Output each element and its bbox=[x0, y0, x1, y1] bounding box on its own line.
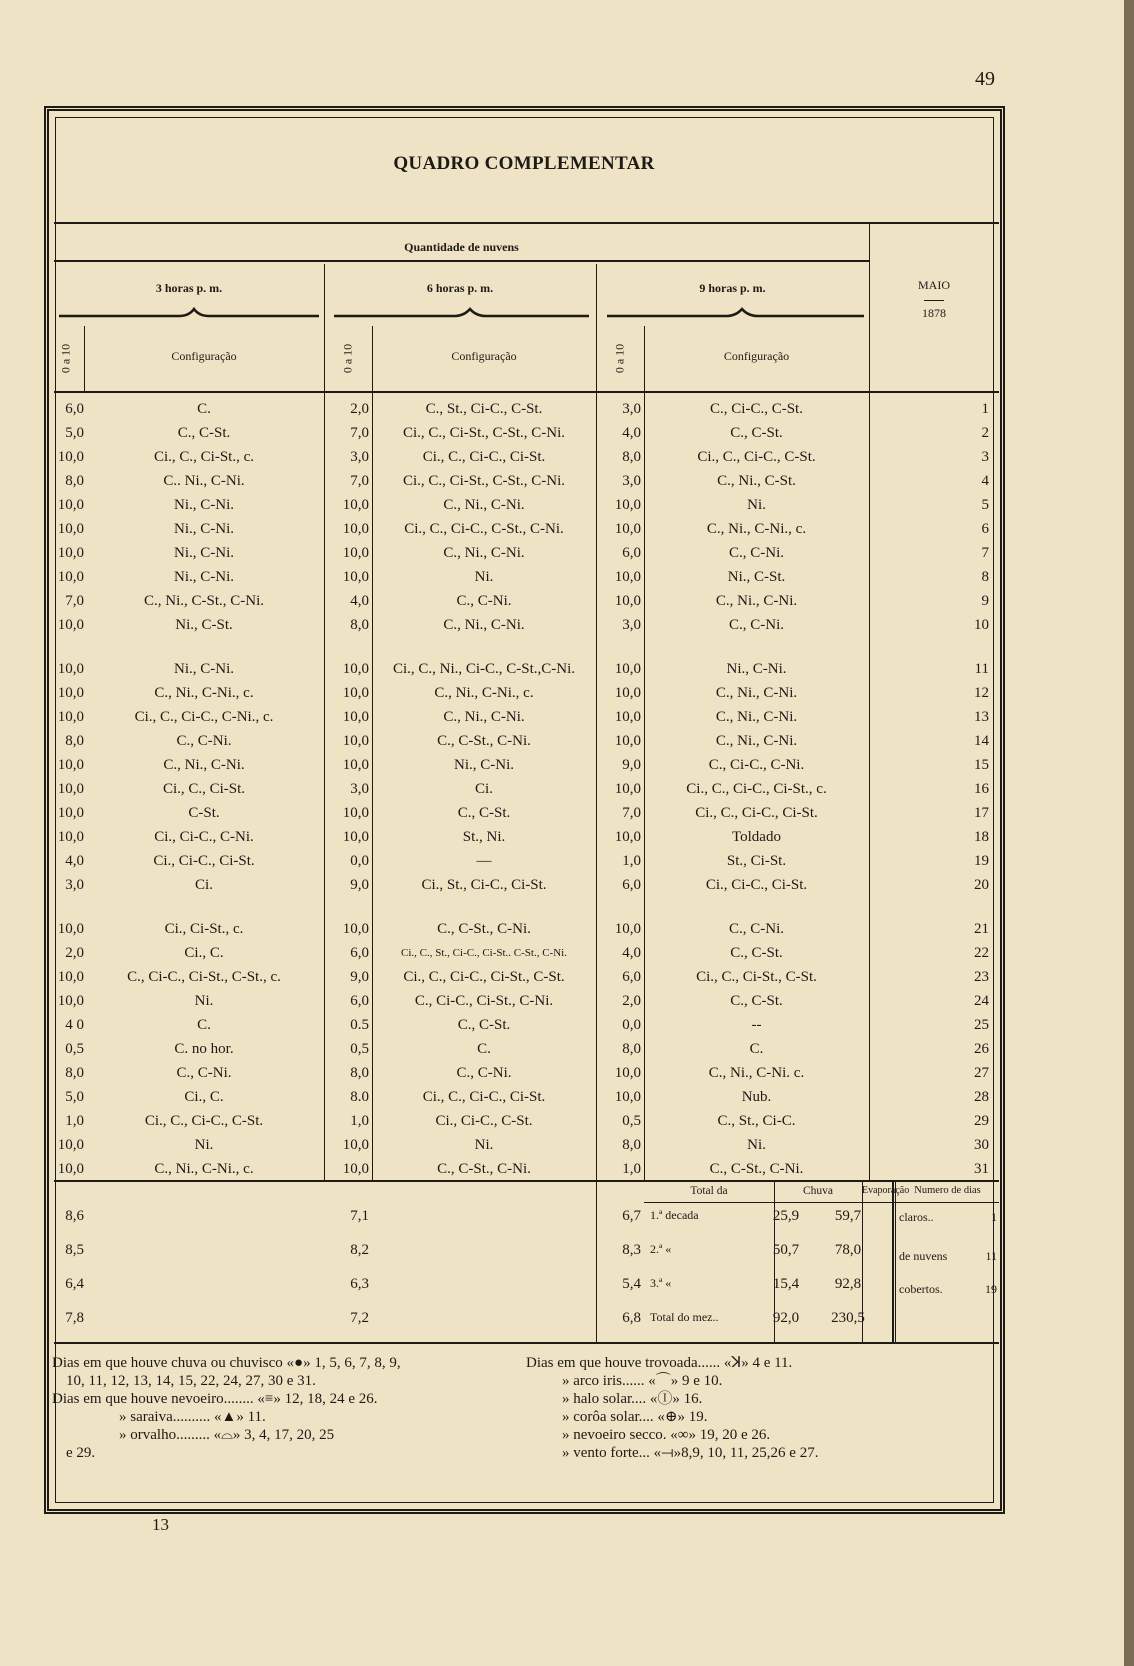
cell-v2-row-10: 8,0 bbox=[350, 617, 369, 633]
cell-d-row-13: 13 bbox=[974, 709, 989, 725]
cell-c2-row-21: C., C-St., C-Ni. bbox=[437, 921, 531, 937]
summary-c-4: 6,8 bbox=[622, 1310, 641, 1326]
cell-d-row-30: 30 bbox=[974, 1137, 989, 1153]
cell-v2-row-22: 6,0 bbox=[350, 945, 369, 961]
cell-c2-row-29: Ci., Ci-C., C-St. bbox=[435, 1113, 533, 1129]
cell-v3-row-16: 10,0 bbox=[614, 781, 641, 797]
cell-c1-row-24: Ni. bbox=[194, 993, 214, 1009]
cell-d-row-12: 12 bbox=[974, 685, 989, 701]
cell-d-row-9: 9 bbox=[981, 593, 989, 609]
cell-v2-row-17: 10,0 bbox=[342, 805, 369, 821]
note-left-5: » orvalho......... «⌓» 3, 4, 17, 20, 25 bbox=[119, 1427, 335, 1443]
cell-v2-row-1: 2,0 bbox=[350, 401, 369, 417]
cell-c2-row-13: C., Ni., C-Ni. bbox=[443, 709, 525, 725]
cell-v1-row-19: 4,0 bbox=[65, 853, 84, 869]
cell-d-row-27: 27 bbox=[974, 1065, 989, 1081]
cell-c1-row-16: Ci., C., Ci-St. bbox=[162, 781, 246, 797]
data-bottom-rule bbox=[54, 1180, 999, 1182]
cell-c2-row-6: Ci., C., Ci-C., C-St., C-Ni. bbox=[404, 521, 564, 537]
cell-v1-row-14: 8,0 bbox=[65, 733, 84, 749]
cell-c2-row-19: — bbox=[476, 853, 492, 869]
summary-evap-2: 78,0 bbox=[834, 1242, 862, 1258]
cell-v1-row-5: 10,0 bbox=[57, 497, 84, 513]
cell-v3-row-19: 1,0 bbox=[622, 853, 641, 869]
cell-v2-row-18: 10,0 bbox=[342, 829, 369, 845]
cell-v1-row-16: 10,0 bbox=[57, 781, 84, 797]
note-right-4: » corôa solar.... «⊕» 19. bbox=[562, 1409, 708, 1425]
cell-d-row-8: 8 bbox=[981, 569, 989, 585]
cell-c3-row-7: C., C-Ni. bbox=[728, 545, 784, 561]
cell-c3-row-14: C., Ni., C-Ni. bbox=[715, 733, 798, 749]
note-right-2: » arco iris...... «⌒» 9 e 10. bbox=[562, 1373, 723, 1389]
cell-v1-row-28: 5,0 bbox=[65, 1089, 84, 1105]
cell-c3-row-4: C., Ni., C-St. bbox=[717, 473, 796, 489]
summary-a-2: 8,5 bbox=[65, 1242, 84, 1258]
note-left-4: » saraiva.......... «▲» 11. bbox=[119, 1409, 266, 1425]
cell-v1-row-20: 3,0 bbox=[65, 877, 84, 893]
cell-c3-row-24: C., C-St. bbox=[730, 993, 783, 1009]
cell-d-row-4: 4 bbox=[981, 473, 989, 489]
summary-a-3: 6,4 bbox=[65, 1276, 84, 1292]
cell-v2-row-20: 9,0 bbox=[350, 877, 369, 893]
scale-label-2: 0 a 10 bbox=[340, 343, 355, 374]
summary-label-3: 3.ª « bbox=[650, 1276, 672, 1290]
sum-header-rule bbox=[644, 1202, 999, 1203]
period-label-1: 3 horas p. m. bbox=[155, 281, 223, 295]
cell-c3-row-18: Toldado bbox=[732, 829, 781, 845]
cell-c1-row-2: C., C-St. bbox=[177, 425, 231, 441]
page-edge bbox=[1124, 0, 1134, 1666]
note-left-6: e 29. bbox=[66, 1445, 96, 1461]
cell-d-row-3: 3 bbox=[981, 449, 989, 465]
summary-a-1: 8,6 bbox=[65, 1208, 84, 1224]
config-label-3: Configuração bbox=[723, 349, 790, 363]
cell-v3-row-14: 10,0 bbox=[614, 733, 641, 749]
cell-v3-row-28: 10,0 bbox=[614, 1089, 641, 1105]
cell-d-row-10: 10 bbox=[974, 617, 989, 633]
cell-v1-row-31: 10,0 bbox=[57, 1161, 84, 1177]
cell-d-row-21: 21 bbox=[974, 921, 989, 937]
cell-c1-row-29: Ci., C., Ci-C., C-St. bbox=[144, 1113, 264, 1129]
cell-v1-row-26: 0,5 bbox=[65, 1041, 84, 1057]
cell-c3-row-22: C., C-St. bbox=[730, 945, 783, 961]
cell-c3-row-17: Ci., C., Ci-C., Ci-St. bbox=[695, 805, 818, 821]
cell-c1-row-30: Ni. bbox=[194, 1137, 214, 1153]
summary-evap-4: 230,5 bbox=[831, 1310, 865, 1326]
cell-c1-row-15: C., Ni., C-Ni. bbox=[163, 757, 245, 773]
cell-v2-row-12: 10,0 bbox=[342, 685, 369, 701]
cell-d-row-17: 17 bbox=[974, 805, 989, 821]
cell-v1-row-1: 6,0 bbox=[65, 401, 84, 417]
cell-d-row-29: 29 bbox=[974, 1113, 989, 1129]
cell-c2-row-11: Ci., C., Ni., Ci-C., C-St.,C-Ni. bbox=[392, 661, 576, 677]
summary-label-2: 2.ª « bbox=[650, 1242, 672, 1256]
cell-d-row-11: 11 bbox=[974, 661, 989, 677]
cell-v1-row-3: 10,0 bbox=[57, 449, 84, 465]
cell-d-row-25: 25 bbox=[974, 1017, 989, 1033]
sum-header-days: Numero de dias bbox=[914, 1185, 981, 1196]
cell-v3-row-8: 10,0 bbox=[614, 569, 641, 585]
cell-v1-row-15: 10,0 bbox=[57, 757, 84, 773]
cell-v3-row-18: 10,0 bbox=[614, 829, 641, 845]
cell-v3-row-17: 7,0 bbox=[622, 805, 641, 821]
cell-v2-row-15: 10,0 bbox=[342, 757, 369, 773]
cell-c3-row-6: C., Ni., C-Ni., c. bbox=[706, 521, 807, 537]
cell-c1-row-28: Ci., C. bbox=[184, 1089, 224, 1105]
cell-c2-row-2: Ci., C., Ci-St., C-St., C-Ni. bbox=[402, 425, 566, 441]
cell-c1-row-11: Ni., C-Ni. bbox=[174, 661, 234, 677]
cell-v2-row-30: 10,0 bbox=[342, 1137, 369, 1153]
cell-d-row-26: 26 bbox=[974, 1041, 989, 1057]
cell-c3-row-25: -- bbox=[751, 1017, 762, 1033]
cell-v3-row-9: 10,0 bbox=[614, 593, 641, 609]
note-left-2: 10, 11, 12, 13, 14, 15, 22, 24, 27, 30 e 31. bbox=[66, 1373, 316, 1389]
summary-bottom-rule bbox=[54, 1342, 999, 1344]
cell-d-row-18: 18 bbox=[974, 829, 989, 845]
cell-v3-row-22: 4,0 bbox=[622, 945, 641, 961]
cell-v1-row-18: 10,0 bbox=[57, 829, 84, 845]
cell-v3-row-2: 4,0 bbox=[622, 425, 641, 441]
cell-d-row-2: 2 bbox=[981, 425, 989, 441]
cell-v3-row-5: 10,0 bbox=[614, 497, 641, 513]
cell-v1-row-30: 10,0 bbox=[57, 1137, 84, 1153]
cell-v1-row-23: 10,0 bbox=[57, 969, 84, 985]
cell-v2-row-28: 8.0 bbox=[350, 1089, 369, 1105]
cell-c3-row-30: Ni. bbox=[747, 1137, 766, 1153]
cell-d-row-23: 23 bbox=[974, 969, 989, 985]
cell-v2-row-4: 7,0 bbox=[350, 473, 369, 489]
cell-v3-row-24: 2,0 bbox=[622, 993, 641, 1009]
cell-c1-row-21: Ci., Ci-St., c. bbox=[164, 921, 244, 937]
cell-v2-row-27: 8,0 bbox=[350, 1065, 369, 1081]
summary-rain-3: 15,4 bbox=[772, 1276, 800, 1292]
cell-d-row-24: 24 bbox=[974, 993, 989, 1009]
summary-c-3: 5,4 bbox=[622, 1276, 641, 1292]
cell-v2-row-2: 7,0 bbox=[350, 425, 369, 441]
cell-c3-row-23: Ci., C., Ci-St., C-St. bbox=[696, 969, 817, 985]
cell-v2-row-8: 10,0 bbox=[342, 569, 369, 585]
cell-v3-row-27: 10,0 bbox=[614, 1065, 641, 1081]
cell-c3-row-11: Ni., C-Ni. bbox=[726, 661, 787, 677]
month-rule bbox=[924, 300, 944, 301]
cell-c2-row-23: Ci., C., Ci-C., Ci-St., C-St. bbox=[403, 969, 565, 985]
sum-header-total: Total da bbox=[690, 1185, 728, 1197]
cell-v3-row-6: 10,0 bbox=[614, 521, 641, 537]
cell-v3-row-3: 8,0 bbox=[622, 449, 641, 465]
period-label-3: 9 horas p. m. bbox=[699, 281, 766, 295]
cell-c2-row-22: Ci., C., St., Ci-C., Ci-St.. C-St., C-Ni. bbox=[401, 947, 567, 959]
cell-c2-row-24: C., Ci-C., Ci-St., C-Ni. bbox=[414, 993, 554, 1009]
cell-v3-row-12: 10,0 bbox=[614, 685, 641, 701]
cell-c1-row-27: C., C-Ni. bbox=[176, 1065, 232, 1081]
config-label-1: Configuração bbox=[171, 349, 237, 363]
cell-v3-row-23: 6,0 bbox=[622, 969, 641, 985]
days-value-1: 1 bbox=[991, 1210, 997, 1224]
cell-c3-row-13: C., Ni., C-Ni. bbox=[715, 709, 798, 725]
cell-d-row-1: 1 bbox=[981, 401, 989, 417]
cell-c2-row-3: Ci., C., Ci-C., Ci-St. bbox=[422, 449, 546, 465]
cell-c2-row-18: St., Ni. bbox=[462, 829, 506, 845]
cell-v3-row-30: 8,0 bbox=[622, 1137, 641, 1153]
cell-v2-row-25: 0.5 bbox=[350, 1017, 369, 1033]
cell-v2-row-9: 4,0 bbox=[350, 593, 369, 609]
cell-d-row-16: 16 bbox=[974, 781, 989, 797]
cell-v1-row-25: 4 0 bbox=[65, 1017, 84, 1033]
cell-v1-row-7: 10,0 bbox=[57, 545, 84, 561]
summary-b-1: 7,1 bbox=[350, 1208, 369, 1224]
cell-d-row-14: 14 bbox=[974, 733, 989, 749]
cell-v1-row-24: 10,0 bbox=[57, 993, 84, 1009]
summary-b-4: 7,2 bbox=[350, 1310, 369, 1326]
cell-c1-row-1: C. bbox=[197, 401, 211, 417]
cell-v2-row-16: 3,0 bbox=[350, 781, 369, 797]
cell-c3-row-5: Ni. bbox=[747, 497, 766, 513]
cell-c2-row-28: Ci., C., Ci-C., Ci-St. bbox=[422, 1089, 546, 1105]
cell-c2-row-30: Ni. bbox=[474, 1137, 494, 1153]
cell-c2-row-14: C., C-St., C-Ni. bbox=[437, 733, 531, 749]
summary-evap-3: 92,8 bbox=[834, 1276, 862, 1292]
table-content bbox=[44, 106, 1005, 1514]
cell-v3-row-29: 0,5 bbox=[622, 1113, 641, 1129]
scale-label-3: 0 a 10 bbox=[612, 343, 627, 374]
cell-v2-row-13: 10,0 bbox=[342, 709, 369, 725]
year-label: 1878 bbox=[922, 306, 946, 320]
cell-v3-row-1: 3,0 bbox=[622, 401, 641, 417]
cell-d-row-22: 22 bbox=[974, 945, 989, 961]
days-value-2: 11 bbox=[985, 1249, 997, 1263]
config-label-2: Configuração bbox=[451, 349, 517, 363]
cell-v1-row-12: 10,0 bbox=[57, 685, 84, 701]
cell-d-row-6: 6 bbox=[981, 521, 989, 537]
group-header-rule bbox=[54, 260, 869, 262]
cell-v2-row-19: 0,0 bbox=[350, 853, 369, 869]
cell-c2-row-17: C., C-St. bbox=[457, 805, 511, 821]
cell-c1-row-31: C., Ni., C-Ni., c. bbox=[154, 1161, 254, 1177]
cell-c2-row-1: C., St., Ci-C., C-St. bbox=[425, 401, 543, 417]
cell-c2-row-12: C., Ni., C-Ni., c. bbox=[434, 685, 534, 701]
cell-c2-row-31: C., C-St., C-Ni. bbox=[437, 1161, 531, 1177]
cell-c1-row-12: C., Ni., C-Ni., c. bbox=[154, 685, 254, 701]
summary-c-1: 6,7 bbox=[622, 1208, 641, 1224]
cell-d-row-20: 20 bbox=[974, 877, 989, 893]
sum-header-rain: Chuva bbox=[802, 1185, 834, 1197]
cell-c2-row-5: C., Ni., C-Ni. bbox=[443, 497, 525, 513]
cell-v1-row-9: 7,0 bbox=[65, 593, 84, 609]
cell-v3-row-11: 10,0 bbox=[614, 661, 641, 677]
cell-v1-row-29: 1,0 bbox=[65, 1113, 84, 1129]
note-left-3: Dias em que houve nevoeiro........ «≡» 12, 18, 24 e 26. bbox=[52, 1391, 378, 1407]
cell-v3-row-21: 10,0 bbox=[614, 921, 641, 937]
cell-v1-row-10: 10,0 bbox=[57, 617, 84, 633]
month-label: MAIO bbox=[918, 278, 950, 292]
cell-v1-row-11: 10,0 bbox=[57, 661, 84, 677]
cell-c3-row-16: Ci., C., Ci-C., Ci-St., c. bbox=[686, 781, 827, 797]
summary-rain-4: 92,0 bbox=[772, 1310, 800, 1326]
cell-c3-row-26: C. bbox=[749, 1041, 764, 1057]
note-left-1: Dias em que houve chuva ou chuvisco «●» 1, 5, 6, 7, 8, 9, bbox=[52, 1355, 401, 1371]
cell-c1-row-25: C. bbox=[197, 1017, 211, 1033]
summary-rain-2: 50,7 bbox=[772, 1242, 800, 1258]
cell-v2-row-11: 10,0 bbox=[342, 661, 369, 677]
cell-c1-row-9: C., Ni., C-St., C-Ni. bbox=[143, 593, 264, 609]
cell-v2-row-21: 10,0 bbox=[342, 921, 369, 937]
summary-label-1: 1.ª decada bbox=[650, 1208, 699, 1222]
cell-c1-row-26: C. no hor. bbox=[174, 1041, 234, 1057]
note-right-5: » nevoeiro secco. «∞» 19, 20 e 26. bbox=[562, 1427, 771, 1443]
cell-c2-row-4: Ci., C., Ci-St., C-St., C-Ni. bbox=[402, 473, 566, 489]
cell-c3-row-29: C., St., Ci-C. bbox=[717, 1113, 796, 1129]
cell-v3-row-10: 3,0 bbox=[622, 617, 641, 633]
cell-c1-row-7: Ni., C-Ni. bbox=[174, 545, 234, 561]
summary-a-4: 7,8 bbox=[65, 1310, 84, 1326]
cell-v3-row-25: 0,0 bbox=[622, 1017, 641, 1033]
cell-c3-row-15: C., Ci-C., C-Ni. bbox=[708, 757, 805, 773]
cell-v1-row-6: 10,0 bbox=[57, 521, 84, 537]
days-label-1: claros.. bbox=[899, 1210, 934, 1224]
cell-v3-row-31: 1,0 bbox=[622, 1161, 641, 1177]
note-right-1: Dias em que houve trovoada...... «ꓘ» 4 e 11. bbox=[526, 1355, 793, 1371]
cell-v2-row-24: 6,0 bbox=[350, 993, 369, 1009]
cell-v1-row-2: 5,0 bbox=[65, 425, 84, 441]
cell-v2-row-31: 10,0 bbox=[342, 1161, 369, 1177]
cell-d-row-5: 5 bbox=[981, 497, 989, 513]
group-header: Quantidade de nuvens bbox=[404, 240, 519, 254]
summary-b-3: 6,3 bbox=[350, 1276, 369, 1292]
cell-c3-row-19: St., Ci-St. bbox=[726, 853, 787, 869]
cell-c2-row-9: C., C-Ni. bbox=[456, 593, 512, 609]
cell-c1-row-17: C-St. bbox=[188, 805, 220, 821]
cell-c1-row-6: Ni., C-Ni. bbox=[174, 521, 234, 537]
cell-c2-row-8: Ni. bbox=[474, 569, 494, 585]
cell-c3-row-27: C., Ni., C-Ni. c. bbox=[708, 1065, 805, 1081]
cell-v3-row-20: 6,0 bbox=[622, 877, 641, 893]
note-right-6: » vento forte... «⟞»8,9, 10, 11, 25,26 e 27. bbox=[562, 1445, 819, 1461]
cell-c2-row-26: C. bbox=[477, 1041, 491, 1057]
summary-rain-1: 25,9 bbox=[772, 1208, 800, 1224]
days-value-3: 19 bbox=[985, 1282, 997, 1296]
cell-d-row-31: 31 bbox=[974, 1161, 989, 1177]
cell-d-row-7: 7 bbox=[981, 545, 989, 561]
cell-c1-row-22: Ci., C. bbox=[184, 945, 224, 961]
cell-c3-row-1: C., Ci-C., C-St. bbox=[710, 401, 803, 417]
cell-v2-row-29: 1,0 bbox=[350, 1113, 369, 1129]
days-label-3: cobertos. bbox=[899, 1282, 943, 1296]
cell-d-row-15: 15 bbox=[974, 757, 989, 773]
cell-c3-row-8: Ni., C-St. bbox=[727, 569, 786, 585]
cell-c3-row-2: C., C-St. bbox=[730, 425, 783, 441]
cell-c2-row-10: C., Ni., C-Ni. bbox=[443, 617, 525, 633]
cell-v2-row-6: 10,0 bbox=[342, 521, 369, 537]
cell-v1-row-22: 2,0 bbox=[65, 945, 84, 961]
cell-c1-row-5: Ni., C-Ni. bbox=[174, 497, 234, 513]
cell-c2-row-20: Ci., St., Ci-C., Ci-St. bbox=[421, 877, 547, 893]
cell-v3-row-7: 6,0 bbox=[622, 545, 641, 561]
cell-c2-row-7: C., Ni., C-Ni. bbox=[443, 545, 525, 561]
cell-c2-row-25: C., C-St. bbox=[457, 1017, 511, 1033]
sum-header-evap: Evaporação bbox=[862, 1185, 910, 1196]
cell-c3-row-10: C., C-Ni. bbox=[728, 617, 784, 633]
cell-c2-row-16: Ci. bbox=[475, 781, 493, 797]
cell-v1-row-8: 10,0 bbox=[57, 569, 84, 585]
cell-c2-row-27: C., C-Ni. bbox=[456, 1065, 512, 1081]
cell-v2-row-23: 9,0 bbox=[350, 969, 369, 985]
cell-v3-row-13: 10,0 bbox=[614, 709, 641, 725]
cell-c3-row-20: Ci., Ci-C., Ci-St. bbox=[705, 877, 808, 893]
cell-v2-row-26: 0,5 bbox=[350, 1041, 369, 1057]
cell-c3-row-9: C., Ni., C-Ni. bbox=[715, 593, 798, 609]
cell-v3-row-4: 3,0 bbox=[622, 473, 641, 489]
cell-c3-row-28: Nub. bbox=[741, 1089, 772, 1105]
cell-v3-row-26: 8,0 bbox=[622, 1041, 641, 1057]
cell-c1-row-13: Ci., C., Ci-C., C-Ni., c. bbox=[134, 709, 274, 725]
cell-c3-row-12: C., Ni., C-Ni. bbox=[715, 685, 798, 701]
summary-c-2: 8,3 bbox=[622, 1242, 641, 1258]
cell-v2-row-7: 10,0 bbox=[342, 545, 369, 561]
cell-d-row-19: 19 bbox=[974, 853, 989, 869]
cell-c1-row-23: C., Ci-C., Ci-St., C-St., c. bbox=[127, 969, 281, 985]
page-title: QUADRO COMPLEMENTAR bbox=[393, 153, 655, 174]
cell-c3-row-21: C., C-Ni. bbox=[728, 921, 784, 937]
days-label-2: de nuvens bbox=[899, 1249, 948, 1263]
cell-d-row-28: 28 bbox=[974, 1089, 989, 1105]
summary-label-4: Total do mez.. bbox=[650, 1310, 719, 1324]
vline-sum-days bbox=[892, 1182, 894, 1342]
cell-v3-row-15: 9,0 bbox=[622, 757, 641, 773]
cell-v2-row-5: 10,0 bbox=[342, 497, 369, 513]
cell-c3-row-31: C., C-St., C-Ni. bbox=[709, 1161, 804, 1177]
cell-v1-row-21: 10,0 bbox=[57, 921, 84, 937]
cell-v2-row-3: 3,0 bbox=[350, 449, 369, 465]
summary-b-2: 8,2 bbox=[350, 1242, 369, 1258]
cell-v2-row-14: 10,0 bbox=[342, 733, 369, 749]
cell-c3-row-3: Ci., C., Ci-C., C-St. bbox=[697, 449, 816, 465]
cell-c1-row-20: Ci. bbox=[195, 877, 213, 893]
cell-v1-row-17: 10,0 bbox=[57, 805, 84, 821]
scale-label-1: 0 a 10 bbox=[58, 343, 73, 374]
cell-v1-row-27: 8,0 bbox=[65, 1065, 84, 1081]
vline-sum-days-2 bbox=[895, 1182, 896, 1342]
summary-evap-1: 59,7 bbox=[834, 1208, 862, 1224]
cell-v1-row-13: 10,0 bbox=[57, 709, 84, 725]
cell-c1-row-4: C.. Ni., C-Ni. bbox=[163, 473, 245, 489]
note-right-3: » halo solar.... «Ⓘ» 16. bbox=[562, 1391, 703, 1407]
cell-c1-row-14: C., C-Ni. bbox=[176, 733, 232, 749]
period-label-2: 6 horas p. m. bbox=[426, 281, 494, 295]
bottom-number: 13 bbox=[152, 1515, 169, 1534]
header-bottom-rule bbox=[54, 391, 999, 393]
cell-v1-row-4: 8,0 bbox=[65, 473, 84, 489]
cell-c1-row-18: Ci., Ci-C., C-Ni. bbox=[154, 829, 254, 845]
cell-c2-row-15: Ni., C-Ni. bbox=[454, 757, 514, 773]
page-number: 49 bbox=[975, 68, 995, 90]
period-braces bbox=[54, 306, 869, 326]
cell-c1-row-3: Ci., C., Ci-St., c. bbox=[153, 449, 254, 465]
cell-c1-row-10: Ni., C-St. bbox=[175, 617, 233, 633]
cell-c1-row-8: Ni., C-Ni. bbox=[174, 569, 234, 585]
header-top-rule bbox=[54, 222, 999, 224]
cell-c1-row-19: Ci., Ci-C., Ci-St. bbox=[153, 853, 255, 869]
